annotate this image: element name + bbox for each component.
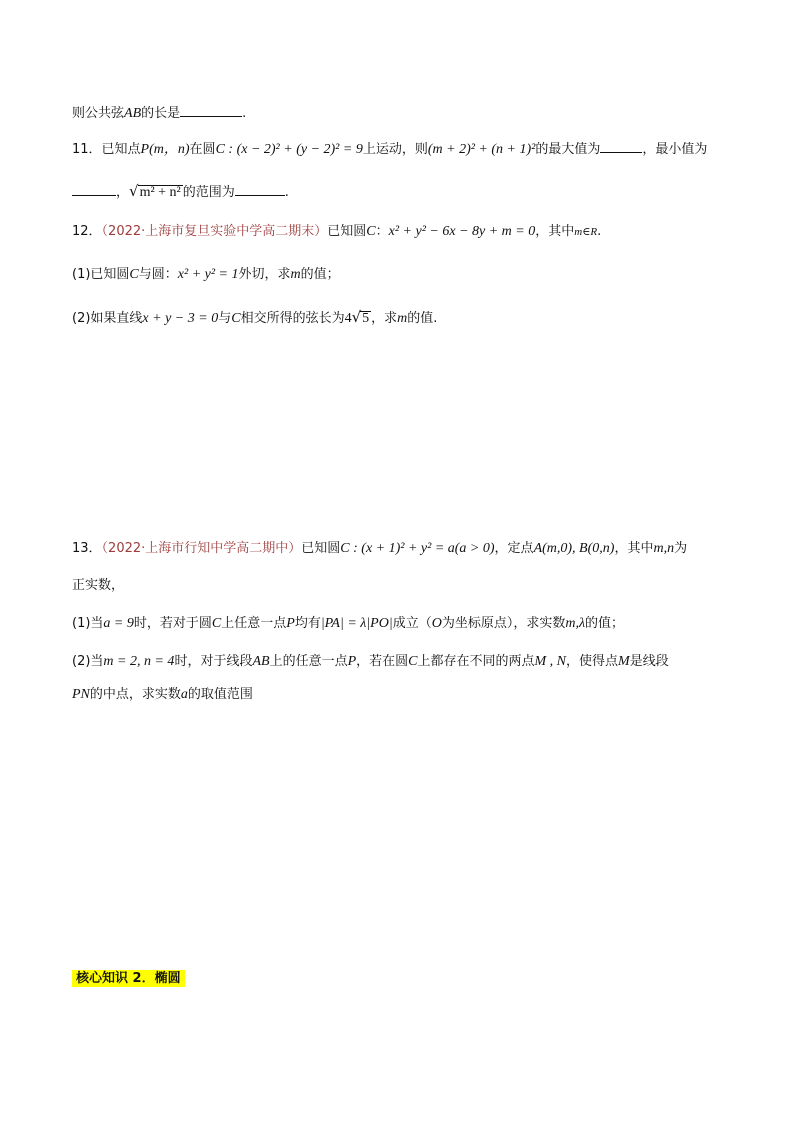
q12-p1-e: 的值； [300,267,340,282]
q13-p1-cond: a = 9 [103,616,134,631]
q13-p2-e: 上都存在不同的两点 [417,654,535,669]
q11-line-2 [72,181,289,203]
q13-p2-ab: AB [252,654,270,669]
sqrt-icon: √ [129,182,139,200]
q12-end: . [597,224,602,239]
q12-known: 已知圆 [327,224,367,239]
q12-p1-b: 与圆： [138,267,178,282]
q13-part1 [72,614,624,634]
q13-where: ，其中 [614,541,654,556]
q13-known: 已知圆 [301,541,341,556]
q10-end: . [242,106,247,121]
q10-ab: AB [124,106,142,121]
q13-p2-a-var: a [180,687,188,702]
q12-p2-rad: 5 [362,311,370,326]
q13-p1-d: 上任意一点 [221,616,287,631]
q13-p1-h: 的值； [585,616,625,631]
q11-max-text: 的最大值为 [535,142,601,157]
q12-p1-d: 外切，求 [238,267,291,282]
q12-p1-m: m [290,267,301,282]
q13-p1-eq: |PA| = λ|PO| [320,616,393,631]
q13-p2-g: 是线段 [629,654,669,669]
q13-points: A(m,0), B(0,n) [533,541,615,556]
q12-p1-eq: x² + y² = 1 [177,267,239,282]
q12-p2-b: 与 [218,311,232,326]
q13-p1-c: C [211,616,222,631]
q13-line2: 正实数， [72,578,125,593]
sqrt-icon: √ [351,308,362,326]
q12-p2-line: x + y − 3 = 0 [142,311,219,326]
q11-min-text: ，最小值为 [642,142,708,157]
q11-end: . [284,185,289,200]
q13-num: 13． [72,541,102,556]
q13-p1-a: (1)当 [72,616,104,631]
q13-circle: C : (x + 1)² + y² = a(a > 0) [340,541,495,556]
q13-p2-f: ，使得点 [566,654,619,669]
q10-text-b: 的长是 [141,106,181,121]
q11-circle-eq: C : (x − 2)² + (y − 2)² = 9 [215,142,363,157]
q12-part2 [72,307,437,329]
q12-part1 [72,265,340,285]
section-heading [72,969,185,989]
q12-colon: ： [375,224,389,239]
q11-sqrt-expr: m² + n² [139,185,181,200]
q11-moving: 上运动，则 [362,142,428,157]
q11-min-blank[interactable] [72,181,116,196]
q12-p2-len: 4 [344,311,352,326]
q13-p2-a: (2)当 [72,654,104,669]
q13-p1-o: O [431,616,442,631]
q13-part2-cont [72,685,253,705]
q13-mn: m,n [653,541,675,556]
q12-num: 12． [72,224,102,239]
q12-p2-f: 的值. [407,311,438,326]
q12-source: （2022·上海市复旦实验中学高二期末） [101,224,328,239]
q13-p2-p: P [347,654,357,669]
q13-p2-pn: PN [72,687,90,702]
q12-where: ，其中 [535,224,575,239]
q11-point: P(m，n) [140,142,190,157]
q13-p2-mn: M , N [534,654,567,669]
q11-range-text: 的范围为 [182,185,235,200]
q13-is: 为 [674,541,688,556]
q12-p2-e: ，求 [371,311,398,326]
q11-max-blank[interactable] [600,138,642,153]
q13-p1-g: 为坐标原点），求实数 [441,616,566,631]
q11-comma: ， [116,185,130,200]
q13-p2-circ: C [408,654,418,669]
q11-num: 11．已知点 [72,142,141,157]
q10-text-a: 则公共弦 [72,106,125,121]
q12-p2-c: C [231,311,241,326]
q10-answer-blank[interactable] [180,102,242,117]
q12-eq: x² + y² − 6x − 8y + m = 0 [388,224,536,239]
section-label: 核心知识 2．椭圆 [72,970,185,987]
q12-p2-a: (2)如果直线 [72,311,143,326]
q13-p2-cond: m = 2, n = 4 [103,654,175,669]
q12-p1-c: C [129,267,139,282]
q13-p1-e: 均有 [294,616,321,631]
q11-line-1 [72,138,707,160]
q13-p2-m: M [618,654,630,669]
q11-in-circle: 在圆 [189,142,216,157]
q13-p1-b: 时，若对于圆 [133,616,212,631]
q11-expr: (m + 2)² + (n + 1)² [427,142,536,157]
q13-p2-d: ，若在圆 [356,654,409,669]
q12-c: C [366,224,376,239]
q13-p2-i: 的取值范围 [187,687,253,702]
q13-p2-b: 时，对于线段 [174,654,253,669]
q12-line-1 [72,222,601,242]
q13-p2-c: 上的任意一点 [269,654,348,669]
q13-part2 [72,652,669,672]
q13-line-2 [72,576,124,596]
q12-p1-a: (1)已知圆 [72,267,130,282]
q12-p2-d: 相交所得的弦长为 [240,311,345,326]
q13-p1-f: 成立（ [392,616,432,631]
q12-cond: m∈R [574,226,598,238]
q11-range-blank[interactable] [235,181,285,196]
q10-tail-line [72,102,246,124]
q13-p1-p: P [286,616,295,631]
q13-line-1 [72,539,687,559]
q13-fixed: ，定点 [494,541,534,556]
q13-source: （2022·上海市行知中学高二期中） [101,541,302,556]
q13-p2-h: 的中点，求实数 [89,687,181,702]
q13-p1-vars: m,λ [565,616,586,631]
q12-p2-m: m [397,311,408,326]
